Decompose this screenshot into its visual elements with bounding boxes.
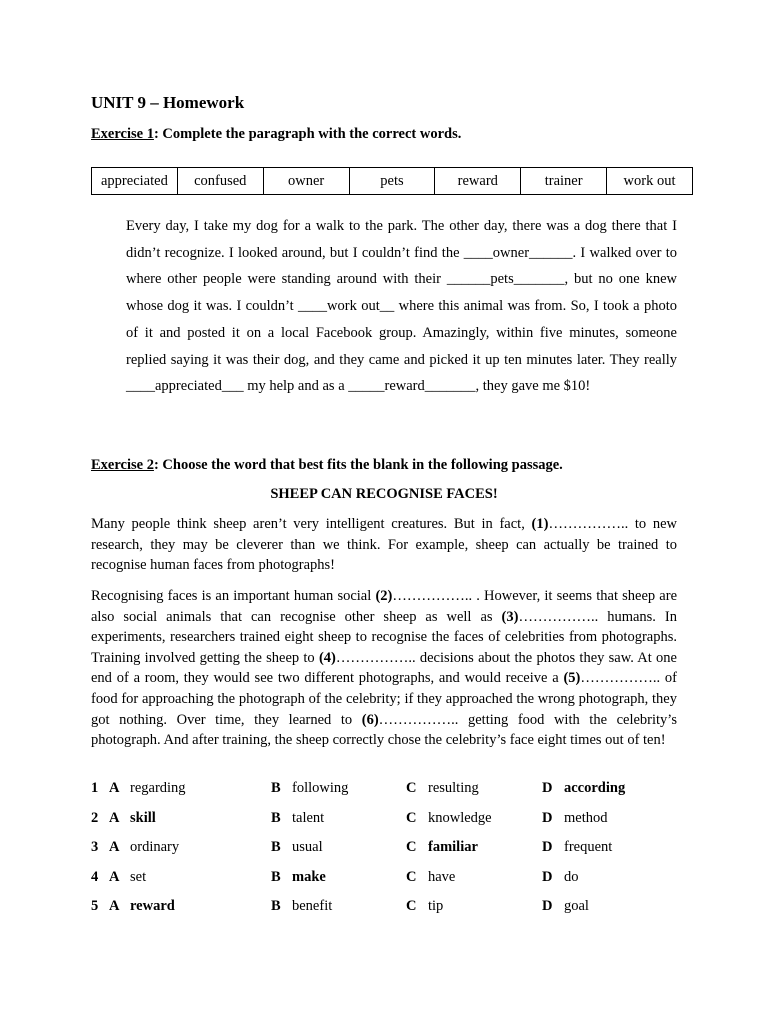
option-a-text: reward [130,898,175,915]
blank-number: (1) [531,516,549,532]
question-number: 1 [91,780,99,796]
word-box [91,167,693,195]
exercise-2-instruction: : Choose the word that best fits the blank in the following passage. [153,457,563,473]
option-row [91,810,691,840]
option-d-text: according [564,780,626,796]
blank-number: (4) [318,649,336,666]
option-row [91,780,691,810]
passage-paragraph-1 [91,514,677,576]
option-letter: C [406,898,417,915]
exercise-1-heading [91,126,461,143]
question-number: 3 [91,839,99,856]
option-letter: C [406,780,417,796]
option-a-text: set [130,868,147,885]
option-c-text: knowledge [428,809,492,826]
passage-text: Recognising faces is an important human social [91,588,376,604]
option-row [91,869,691,899]
option-c-text: familiar [428,839,478,856]
exercise-1-paragraph: Every day, I take my dog for a walk to the park. The other day, there was a dog there that I didn’t recognize. I looked around, but I couldn’t find the ____owner______. I walked over to where other people were standing around with their ______pets_______, but no one knew whose dog it was. I couldn’t ____work out__ where this animal was from. So, I took a photo of it and posted it on a local Facebook group. Amazingly, within five minutes, someone replied saying it was their dog, and they came and picked it up ten minutes later. They really ____appreciated___ my help and as a _____reward_______, they gave me $10! [126,218,677,395]
word-box-cell: owner [263,168,349,195]
option-d-text: do [564,868,579,885]
option-d-text: frequent [564,839,613,856]
option-row [91,839,691,869]
passage-paragraph-2 [91,586,677,751]
blank-number: (6) [361,711,379,728]
option-letter: D [542,839,553,856]
word-box-cell: pets [349,168,435,195]
exercise-2-label: Exercise 2 [91,457,154,473]
page-title: UNIT 9 – Homework [91,93,245,112]
option-a-text: regarding [130,780,186,796]
question-number: 5 [91,898,99,915]
passage-title: SHEEP CAN RECOGNISE FACES! [270,486,498,502]
passage-text: …………….. decisions about the photos they saw. At one end of a room, they would see two different photographs, and would receive a [91,649,677,687]
word-box-cell: reward [435,168,521,195]
option-a-text: ordinary [130,839,180,856]
option-c-text: resulting [428,780,479,796]
option-b-text: usual [292,839,323,856]
option-a-text: skill [130,809,156,826]
option-letter: A [109,868,120,885]
option-letter: C [406,868,417,885]
exercise-1-instruction: : Complete the paragraph with the correct words. [153,126,462,142]
option-letter: D [542,868,553,885]
option-letter: A [109,809,120,826]
option-letter: B [271,898,281,915]
option-b-text: talent [292,809,325,826]
option-letter: C [406,839,417,856]
option-letter: C [406,809,417,826]
option-letter: B [271,809,281,826]
word-box-cell: confused [177,168,263,195]
word-box-cell: trainer [521,168,607,195]
option-letter: D [542,809,553,826]
passage-text: Many people think sheep aren’t very intelligent creatures. But in fact, [91,516,532,532]
option-c-text: tip [428,898,444,915]
exercise-1-label: Exercise 1 [91,126,154,142]
blank-number: (3) [501,608,519,625]
blank-number: (2) [375,588,393,604]
answer-options [91,780,691,928]
passage-text: …………….. humans. In experiments, researchers trained eight sheep to recognise the faces of celebrities from photographs. Training involved getting the sheep to [91,608,677,666]
word-box-cell: work out [607,168,693,195]
question-number: 2 [91,809,99,826]
option-d-text: goal [564,898,589,915]
passage-text: …………….. of food for approaching the photograph of the celebrity; if they approached the wrong photograph, they got nothing. Over time, they learned to [91,670,677,728]
option-b-text: following [292,780,349,796]
option-row [91,898,691,928]
passage-text: …………….. to new research, they may be cleverer than we think. For example, sheep can actually be trained to recognise human faces from photographs! [91,516,678,574]
question-number: 4 [91,868,99,885]
passage-text: …………….. . However, it seems that sheep are also social animals that can recognise other sheep as well as [91,588,678,625]
option-b-text: benefit [292,898,333,915]
option-letter: A [109,780,120,796]
option-c-text: have [428,868,456,885]
option-letter: B [271,839,281,856]
passage-text: …………….. getting food with the celebrity’s photograph. And after training, the sheep correctly chose the celebrity’s face eight times out of ten! [91,711,677,749]
option-letter: A [109,898,120,915]
option-d-text: method [564,809,608,826]
option-letter: D [542,898,553,915]
option-letter: B [271,780,281,796]
option-letter: B [271,868,281,885]
blank-number: (5) [563,670,581,687]
word-box-cell: appreciated [92,168,178,195]
option-letter: A [109,839,120,856]
option-b-text: make [292,868,326,885]
option-letter: D [542,780,553,796]
exercise-2-heading [91,457,563,474]
